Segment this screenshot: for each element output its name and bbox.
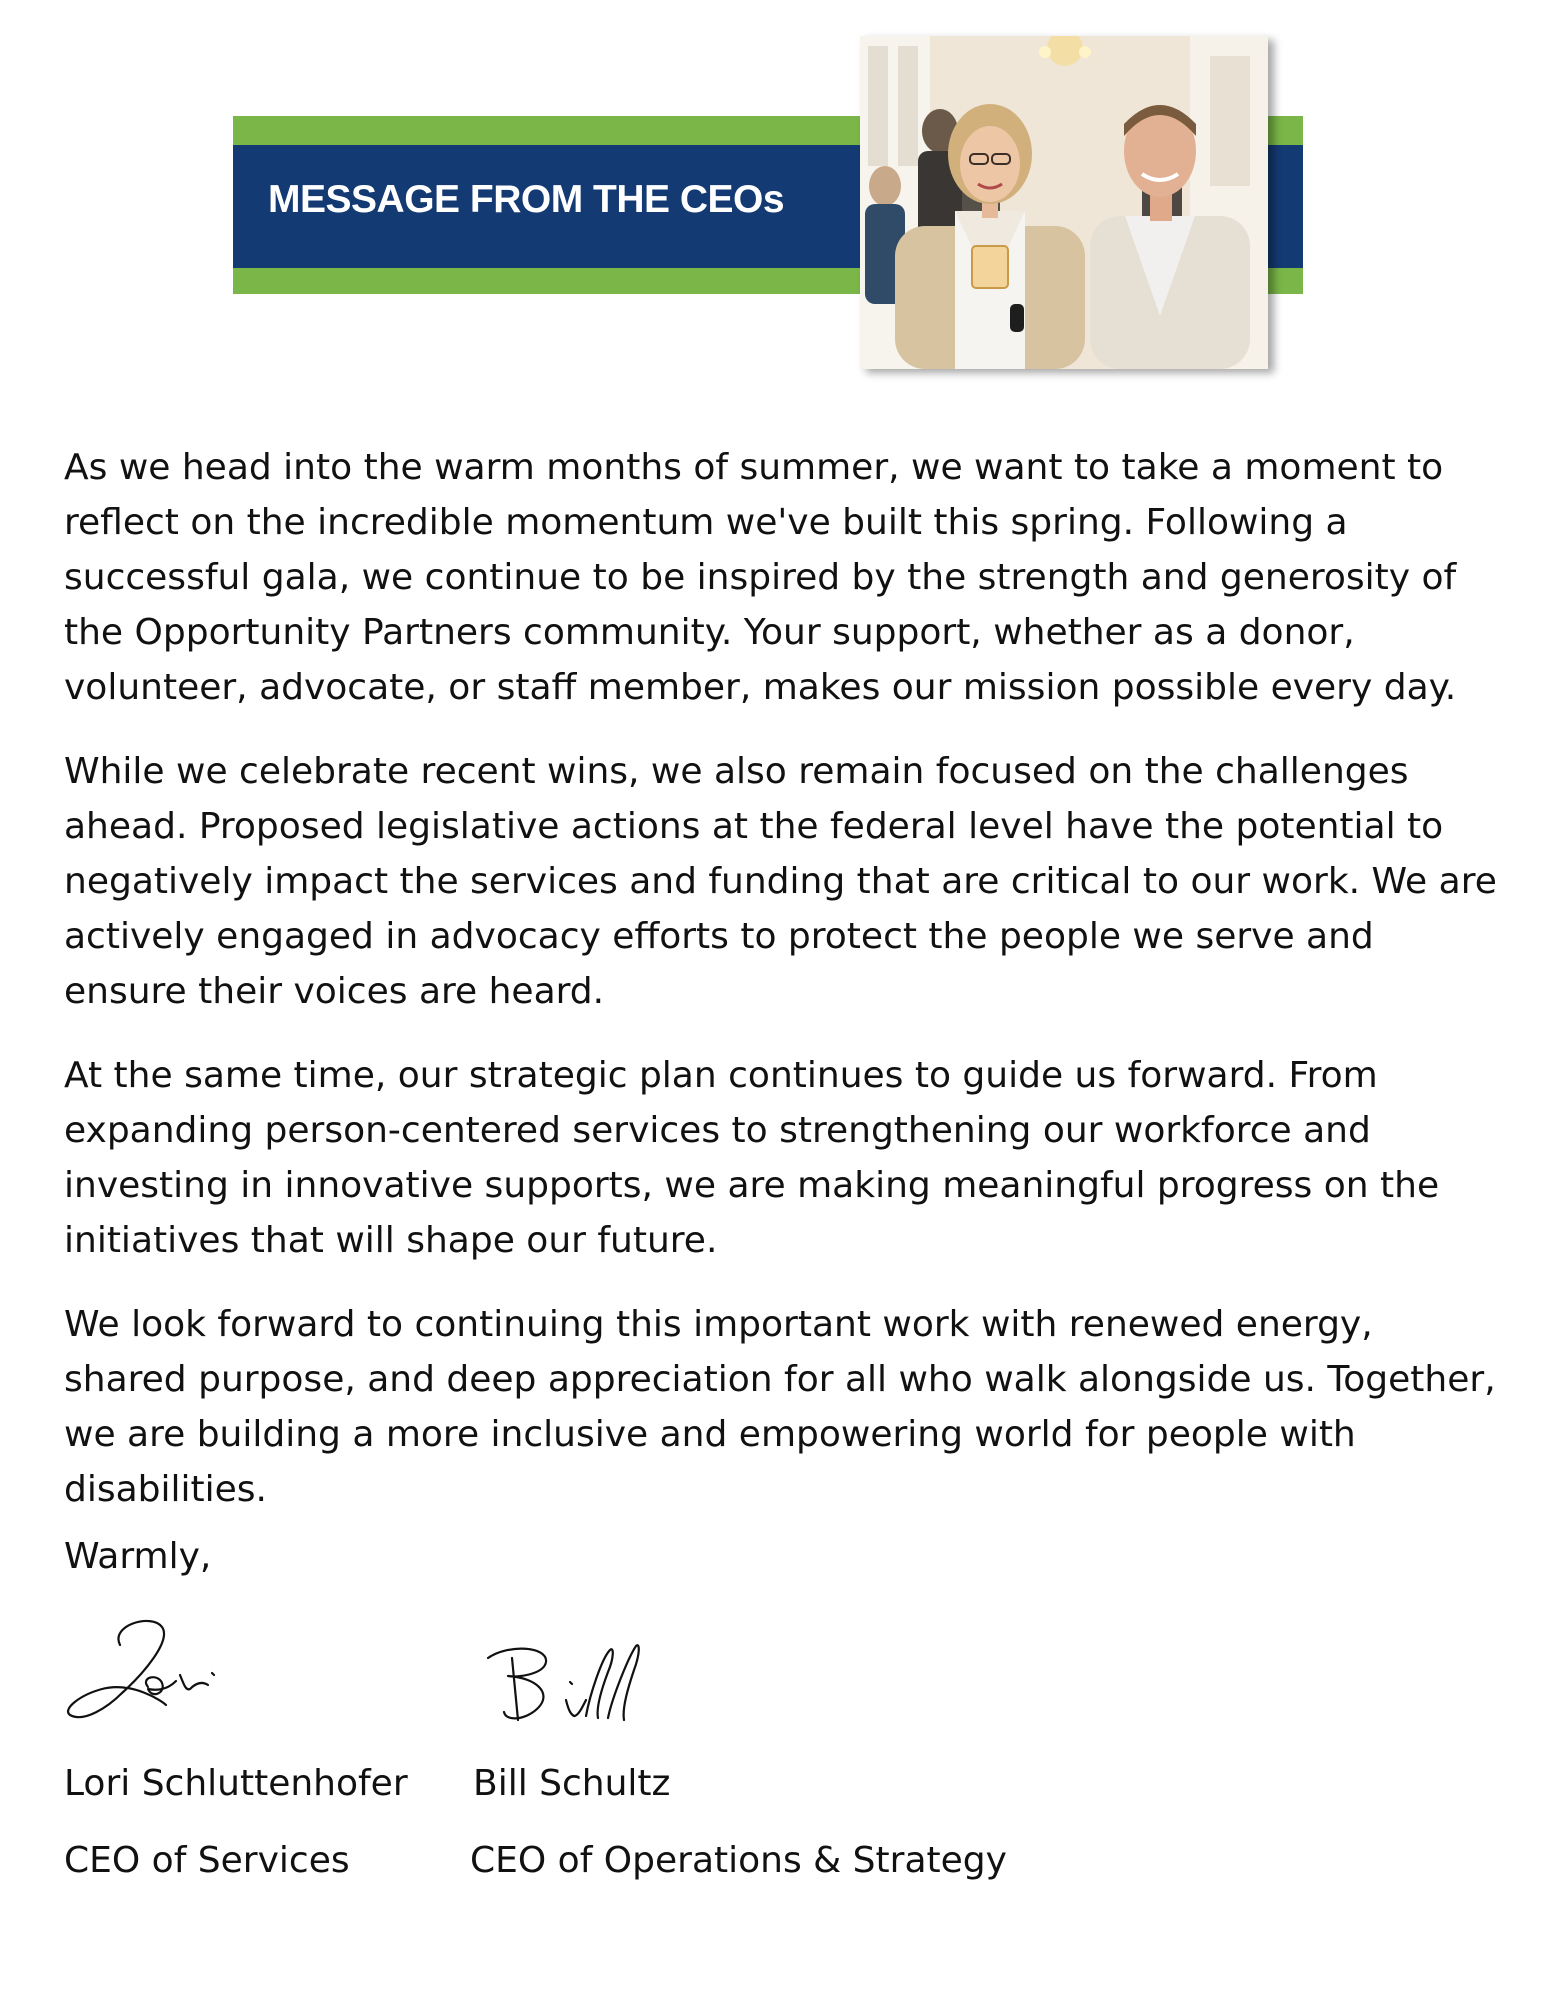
header-banner bbox=[0, 0, 1545, 380]
paragraph: As we head into the warm months of summer, we want to take a moment to reflect on the incredible momentum we've built this spring. Following a successful gala, we continue to be inspired by the strength and generosity of the Opportunity Partners community. Your support, whether as a donor, volunteer, advocate, or staff member, makes our mission possible every day. bbox=[64, 447, 1457, 708]
paragraph: While we celebrate recent wins, we also remain focused on the challenges ahead. Proposed legislative actions at the federal level have the potential to negatively impact the services and funding that are critical to our work. We are actively engaged in advocacy efforts to protect the people we serve and ensure their voices are heard. bbox=[64, 751, 1497, 1012]
paragraph: We look forward to continuing this important work with renewed energy, shared purpose, and deep appreciation for all who walk alongside us. Together, we are building a more inclusive and empowering world for people with disabilities. bbox=[64, 1304, 1496, 1510]
signature-bill bbox=[478, 1638, 658, 1733]
signer-name: Lori Schluttenhofer bbox=[64, 1763, 408, 1804]
ceos-photo bbox=[860, 36, 1268, 369]
signer-title: CEO of Operations & Strategy bbox=[470, 1840, 1007, 1881]
closing-salutation: Warmly, bbox=[64, 1536, 212, 1577]
banner-title: MESSAGE FROM THE CEOs bbox=[268, 178, 785, 221]
signature-lori bbox=[62, 1615, 222, 1725]
signer-title: CEO of Services bbox=[64, 1840, 350, 1881]
paragraph: At the same time, our strategic plan continues to guide us forward. From expanding person-centered services to strengthening our workforce and investing in innovative supports, we are making meaningful progress on the initiatives that will shape our future. bbox=[64, 1055, 1440, 1261]
signer-name: Bill Schultz bbox=[473, 1763, 671, 1804]
letter-body bbox=[64, 440, 1504, 1546]
